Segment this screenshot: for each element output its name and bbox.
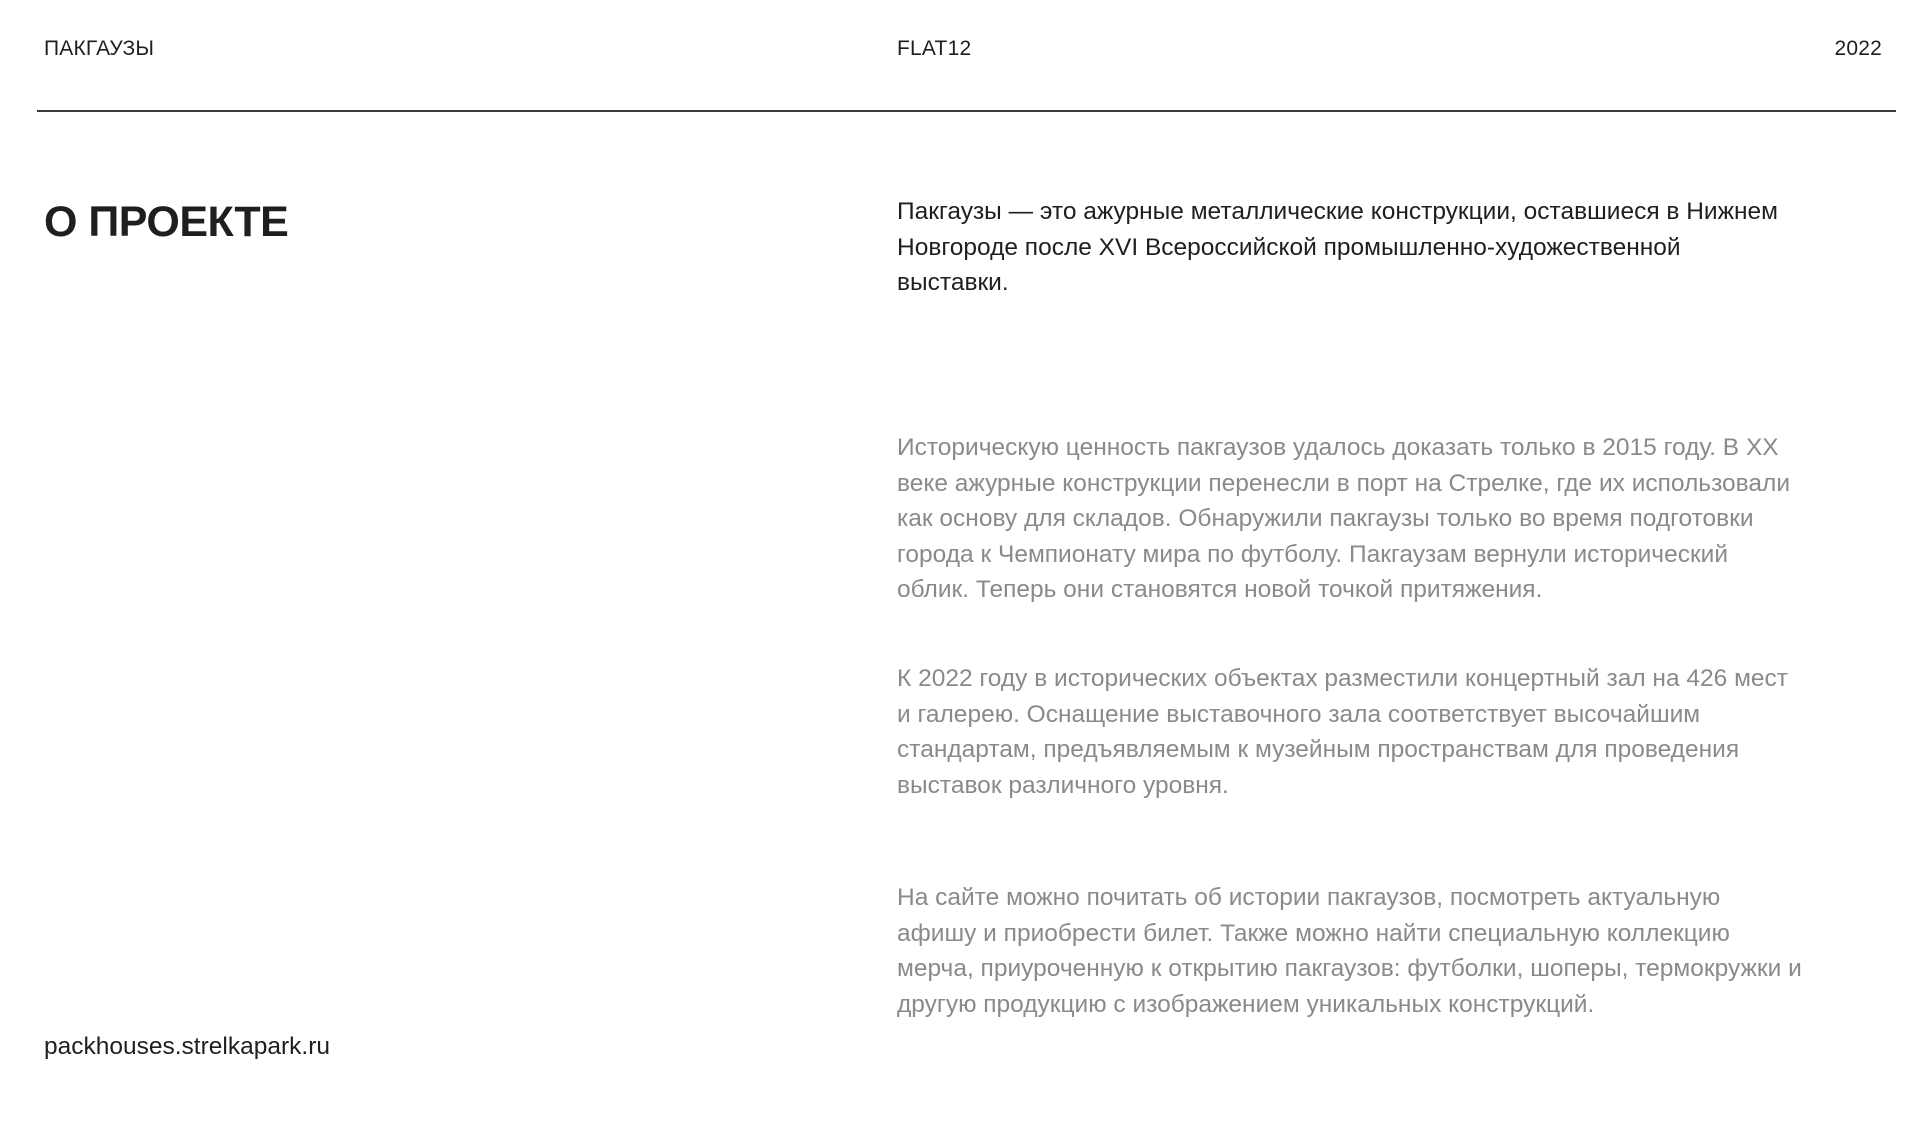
section-title: О ПРОЕКТЕ [44, 198, 289, 246]
venue-paragraph: К 2022 году в исторических объектах разместили концертный зал на 426 мест и галерею. Оснащение выставочного зала соответствует высочайшим стандартам, предъявляемым к музейным пространствам для проведения выставок различного уровня. [897, 665, 1789, 799]
website-paragraph: На сайте можно почитать об истории пакгаузов, посмотреть актуальную афишу и приобрести билет. Также можно найти специальную коллекцию мерча, приуроченную к открытию пакгаузов: футболки, шоперы, термокружки и другую продукцию с изображением уникальных конструкций. [897, 884, 1802, 1018]
top-bar [0, 0, 1920, 111]
studio-name-label: FLAT12 [897, 37, 972, 60]
history-paragraph: Историческую ценность пакгаузов удалось доказать только в 2015 году. В XX веке ажурные конструкции перенесли в порт на Стрелке, где их использовали как основу для складов. Обнаружили пакгаузы только во время подготовки города к Чемпионату мира по футболу. Пакгаузам вернули исторический облик. Теперь они становятся новой точкой притяжения. [897, 434, 1791, 603]
project-name-label: ПАКГАУЗЫ [44, 37, 155, 60]
year-label: 2022 [1834, 37, 1882, 60]
website-link[interactable]: packhouses.strelkapark.ru [44, 1033, 330, 1060]
header-divider [37, 110, 1896, 112]
intro-paragraph: Пакгаузы — это ажурные металлические конструкции, оставшиеся в Нижнем Новгороде после XVI Всероссийской промышленно-художественной выставки. [897, 198, 1778, 296]
